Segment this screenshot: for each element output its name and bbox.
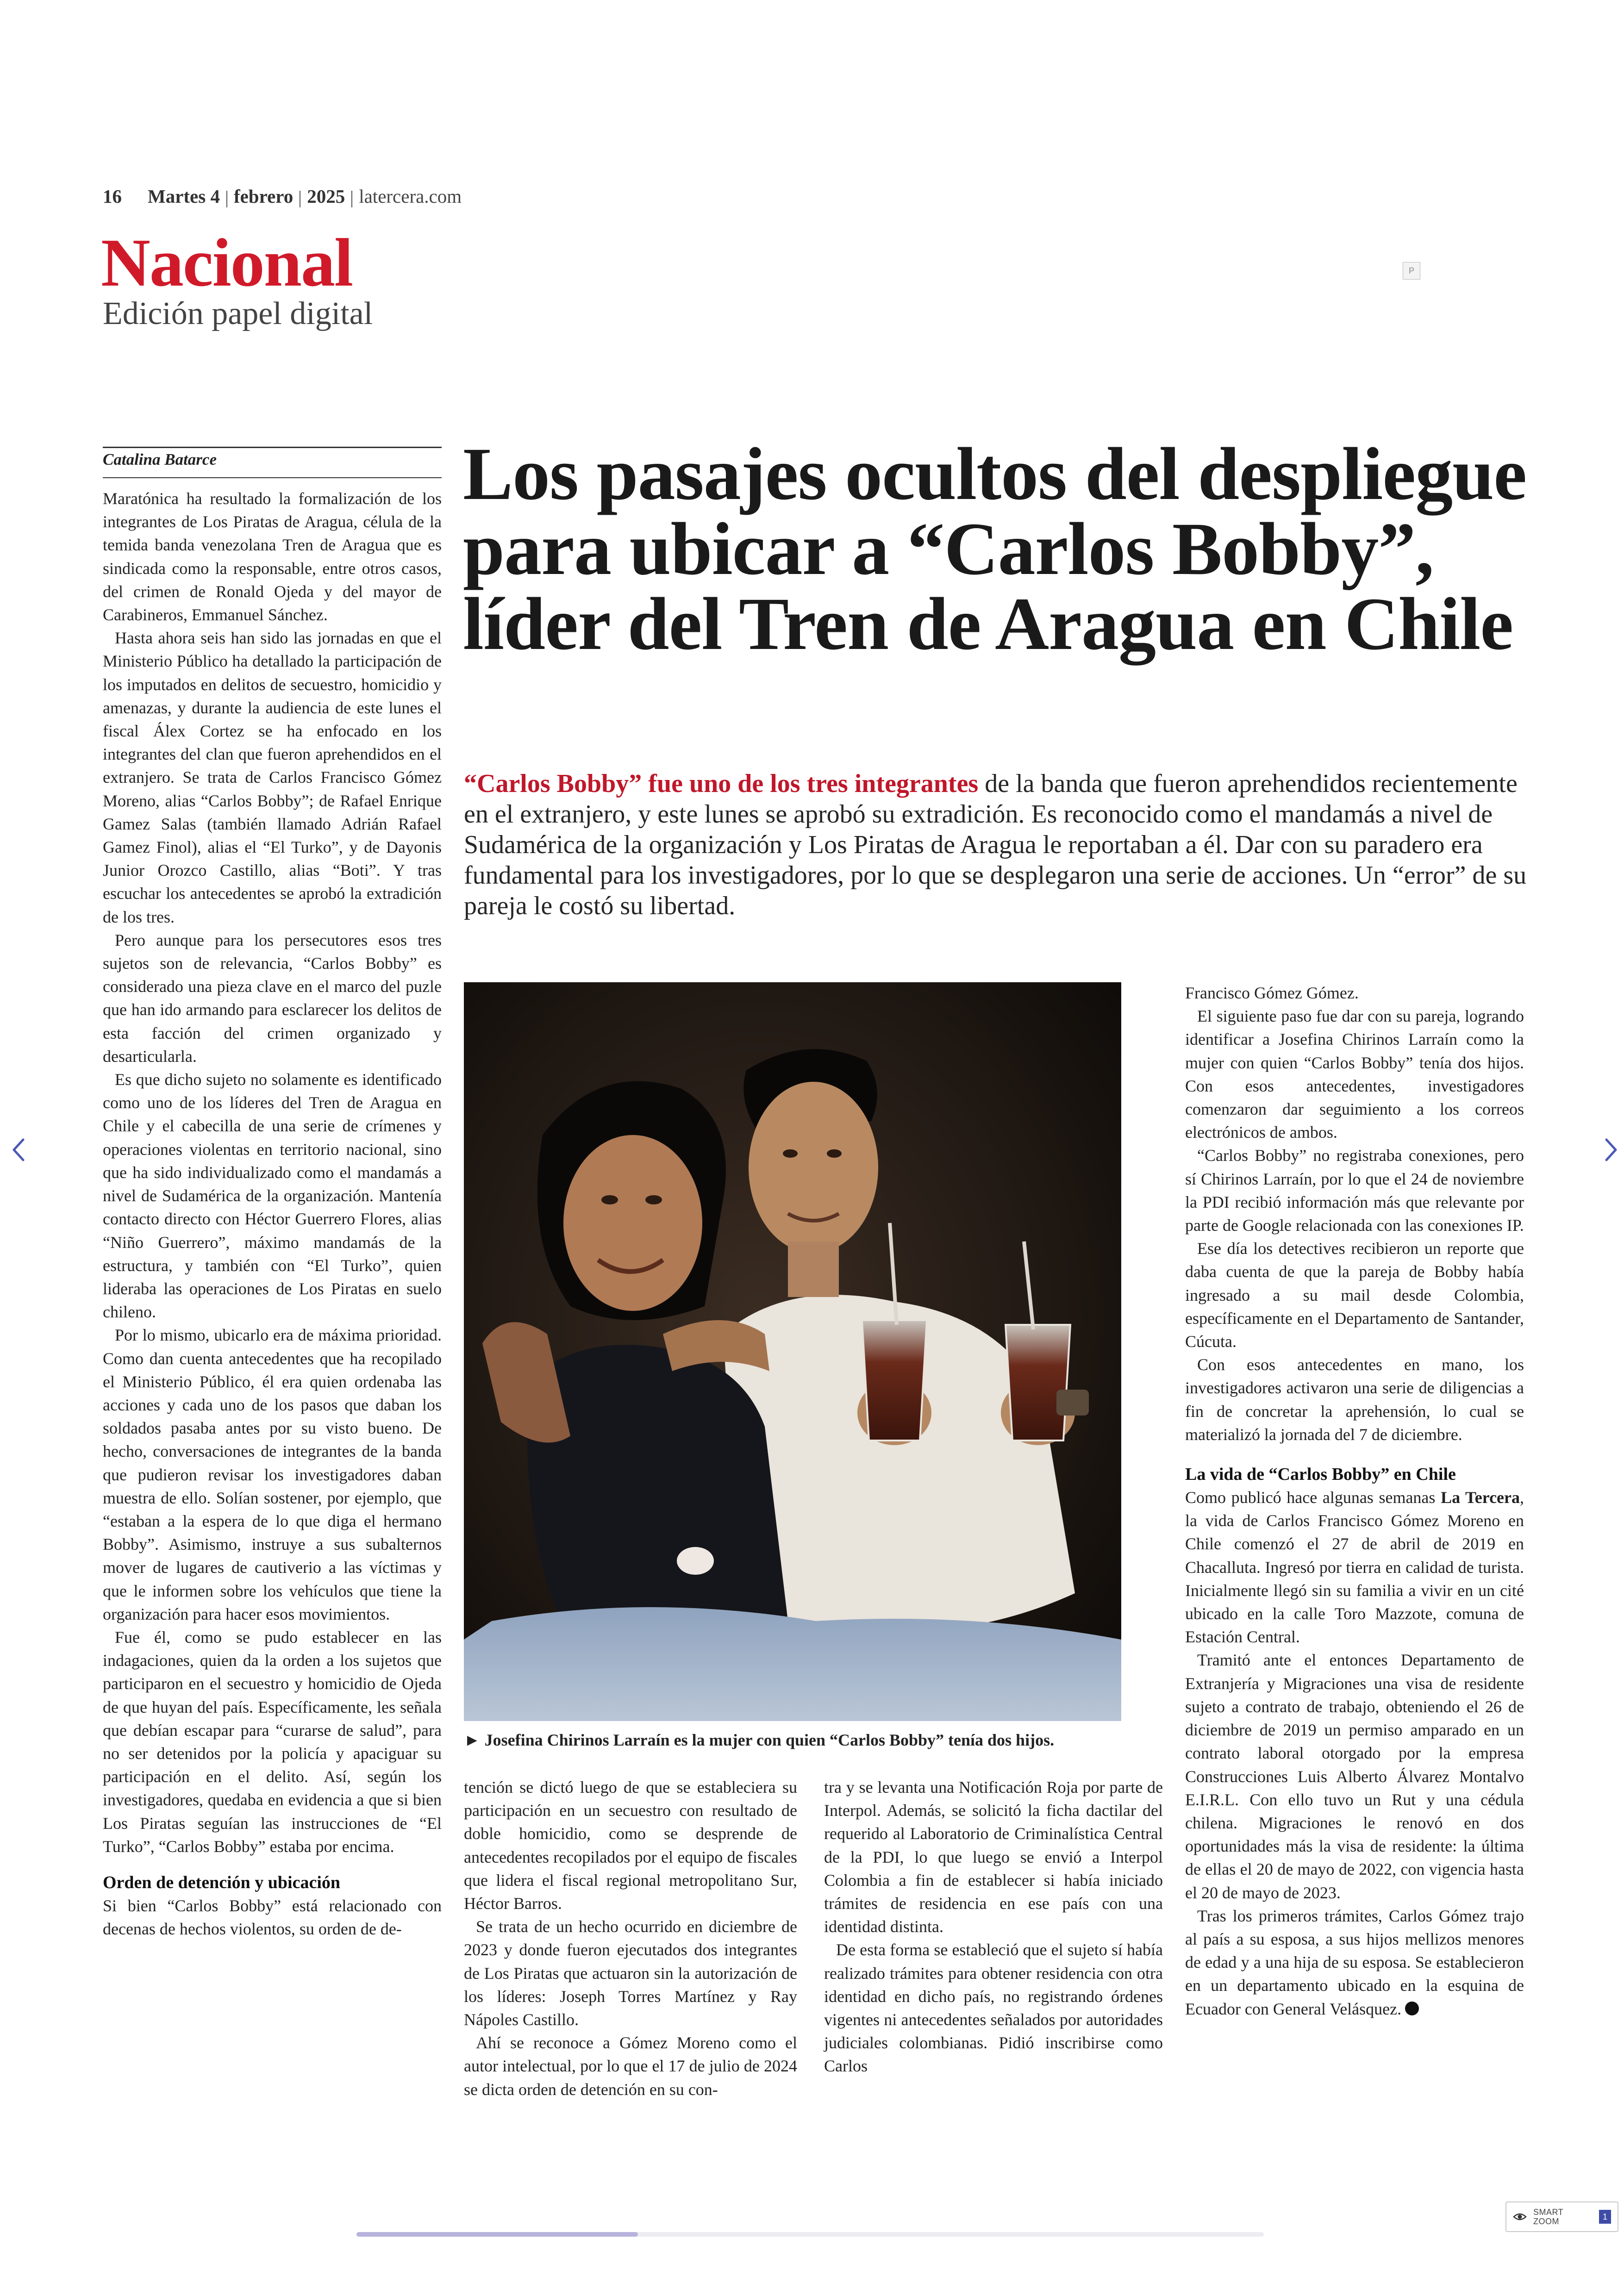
byline: Catalina Batarce [103, 450, 217, 468]
eye-icon [1513, 2212, 1527, 2221]
paragraph: Francisco Gómez Gómez. [1185, 984, 1359, 1002]
ad-marker[interactable]: P [1403, 262, 1420, 280]
prev-page-button[interactable] [5, 1136, 32, 1164]
article-photo [464, 982, 1121, 1721]
chevron-right-icon [1603, 1138, 1619, 1162]
zoom-label-line: SMART [1533, 2208, 1564, 2217]
paragraph: Ese día los detectives recibieron un reporte que daba cuenta de que la pareja de Bobby había ingresado a su mail desde Colombia, específicamente en el Departamento de Santander, Cúcuta. [1185, 1239, 1524, 1351]
paragraph: Tramitó ante el entonces Departamento de Extranjería y Migraciones una visa de residente sujeto a contrato de trabajo, obteniendo el 26 de diciembre de 2019 un permiso amparado en un contrato laboral otorgado por la empresa Construcciones Luis Alberto Álvarez Montalvo E.I.R.L. Con ello tuvo un Rut y una cédula chilena. Migraciones le renovó en dos oportunidades más la visa de residente: la última de ellas el 20 de mayo de 2022, con vigencia hasta el 20 de mayo de 2023. [1185, 1651, 1524, 1902]
publication-name: La Tercera [1441, 1488, 1520, 1507]
paragraph: tención se dictó luego de que se estableciera su participación en un secuestro con resultado de doble homicidio, como se desprende de antecedentes recopilados por el equipo de fiscales que lidera el fiscal regional metropolitano Sur, Héctor Barros. [464, 1778, 797, 1913]
paragraph: “Carlos Bobby” no registraba conexiones, pero sí Chirinos Larraín, por lo que el 24 de noviembre la PDI recibió información más que relevante por parte de Google relacionada con las conexiones IP. [1185, 1146, 1524, 1235]
paragraph: Hasta ahora seis han sido las jornadas en que el Ministerio Público ha detallado la participación de los imputados en delitos de secuestro, homicidio y amenazas, y durante la audiencia de este lunes el fiscal Álex Cortez se ha enfocado en los integrantes del clan que fueron aprehendidos en el extranjero. Se trata de Carlos Francisco Gómez Moreno, alias “Carlos Bobby”; de Rafael Enrique Gamez Salas (también llamado Adrián Rafael Gamez Finol), alias el “El Turko”, y de Dayonis Junior Orozco Castillo, alias “Boti”. Y tras escuchar los antecedentes se aprobó la extradición de los tres. [103, 629, 442, 926]
paragraph: Si bien “Carlos Bobby” está relacionado con decenas de hechos violentos, su orden de de- [103, 1896, 442, 1939]
photo-caption: ► Josefina Chirinos Larraín es la mujer con quien “Carlos Bobby” tenía dos hijos. [464, 1731, 1055, 1749]
zoom-label [1533, 2208, 1563, 2226]
paragraph [1185, 1904, 1524, 2021]
deck-lead: “Carlos Bobby” fue uno de los tres integrantes [464, 769, 979, 798]
paragraph: El siguiente paso fue dar con su pareja, logrando identificar a Josefina Chirinos Larraín como la mujer con quien “Carlos Bobby” tenía dos hijos. Con esos antecedentes, investigadores comenzaron dar seguimiento a los correos electrónicos de ambos. [1185, 1007, 1524, 1142]
text-run: , la vida de Carlos Francisco Gómez Moreno en Chile comenzó el 27 de abril de 2019 en Chacalluta. Ingresó por tierra en calidad de turista. Inicialmente llegó sin su familia a vivir en un cité ubicado en la calle Toro Mazzote, comuna de Estación Central. [1185, 1488, 1524, 1646]
paragraph: Ahí se reconoce a Gómez Moreno como el autor intelectual, por lo que el 17 de julio de 2024 se dicta orden de detención en su con- [464, 2033, 797, 2099]
chevron-left-icon [10, 1138, 27, 1162]
date-day: Martes 4 [148, 186, 220, 207]
subheading: Orden de detención y ubicación [103, 1872, 341, 1892]
paragraph: Maratónica ha resultado la formalización de los integrantes de Los Piratas de Aragua, célula de la temida banda venezolana Tren de Aragua que es sindicada como la responsable, entre otros casos, del crimen de Ronald Ojeda y del mayor de Carabineros, Emmanuel Sánchez. [103, 489, 442, 624]
paragraph: Fue él, como se pudo establecer en las indagaciones, quien da la orden a los sujetos que participaron en el secuestro y homicidio de Ojeda de que huyan del país. Específicamente, les señala que debían escapar para “curarse de salud”, para no ser detenidos por la policía y apaciguar su participación en el delito. Así, según los investigadores, quedaba en evidencia a que si bien Los Piratas seguían las instrucciones de “El Turko”, “Carlos Bobby” estaba por encima. [103, 1628, 442, 1856]
deck-text: de la banda que fueron aprehendidos recientemente en el extranjero, y este lunes se aprobó su extradición. Es reconocido como el mandamás a nivel de Sudamérica de la organización y Los Piratas de Aragua le reportaban a él. Dar con su paradero era fundamental para los investigadores, por lo que se desplegaron una serie de acciones. Un “error” de su pareja le costó su libertad. [464, 769, 1527, 920]
zoom-page-indicator: 1 [1599, 2210, 1611, 2224]
edition-subtitle: Edición papel digital [103, 296, 373, 331]
text-run: Como publicó hace algunas semanas [1185, 1488, 1441, 1507]
next-page-button[interactable] [1597, 1136, 1624, 1164]
paragraph [1185, 1486, 1524, 1648]
smart-zoom-button[interactable] [1505, 2201, 1618, 2232]
paragraph: Se trata de un hecho ocurrido en diciembre de 2023 y donde fueron ejecutados dos integrantes de Los Piratas que actuaron sin la autorización de los líderes: Joseph Torres Martínez y Ray Nápoles Castillo. [464, 1917, 797, 2029]
paragraph: Con esos antecedentes en mano, los investigadores activaron una serie de diligencias a fin de concretar la aprehensión, lo cual se materializó la jornada del 7 de diciembre. [1185, 1355, 1524, 1444]
divider [351, 191, 352, 207]
divider [103, 477, 442, 478]
zoom-label-line: ZOOM [1533, 2217, 1559, 2226]
article-column-4 [1185, 981, 1524, 2021]
photo-illustration [464, 982, 1121, 1721]
article-column-2 [464, 1776, 797, 2101]
article-column-1 [103, 487, 442, 1940]
headline: Los pasajes ocultos del despliegue para ubicar a “Carlos Bobby”, líder del Tren de Aragua en Chile [463, 433, 1527, 666]
scrollbar-thumb[interactable] [356, 2232, 638, 2237]
deck [464, 768, 1529, 921]
site-link[interactable]: latercera.com [359, 186, 462, 207]
text-run: Tras los primeros trámites, Carlos Gómez trajo al país a su esposa, a sus hijos mellizos menores de edad y a una hija de su esposa. Se establecieron en un departamento ubicado en la esquina de Ecuador con General Velásquez. [1185, 1906, 1524, 2018]
paragraph: Es que dicho sujeto no solamente es identificado como uno de los líderes del Tren de Aragua en Chile y el cabecilla de una serie de crímenes y operaciones violentas en territorio nacional, sino que ha sido individualizado como el mandamás a nivel de Sudamérica de la organización. Mantenía contacto directo con Héctor Guerrero Flores, alias “Niño Guerrero”, máximo mandamás de la estructura, y también con “El Turko”, quien lideraba las operaciones de Los Piratas en suelo chileno. [103, 1070, 442, 1322]
date-year: 2025 [307, 186, 345, 207]
page-number: 16 [103, 186, 122, 207]
paragraph: De esta forma se estableció que el sujeto sí había realizado trámites para obtener residencia con otra identidad en dicho país, no registrando órdenes vigentes ni antecedentes señalados por autoridades judiciales colombianas. Pidió inscribirse como Carlos [824, 1940, 1163, 2076]
divider [226, 191, 227, 207]
date-line [103, 185, 462, 213]
paragraph: Pero aunque para los persecutores esos tres sujetos son de relevancia, “Carlos Bobby” es considerado una pieza clave en el marco del puzle que han ido armando para esclarecer los delitos de esta facción del crimen organizado y desarticularla. [103, 930, 442, 1066]
end-mark-icon [1405, 2002, 1419, 2015]
paragraph: tra y se levanta una Notificación Roja por parte de Interpol. Además, se solicitó la ficha dactilar del requerido al Laboratorio de Criminalística Central de la PDI, lo que luego se envió a Interpol Colombia a fin de establecer si había iniciado trámites de residencia en ese país con una identidad distinta. [824, 1778, 1163, 1936]
paragraph: Por lo mismo, ubicarlo era de máxima prioridad. Como dan cuenta antecedentes que ha recopilado el Ministerio Público, él era quien ordenaba las acciones y cada uno de los pasos que daban los soldados pasaba antes por su visto bueno. De hecho, conversaciones de integrantes de la banda que pudieron revisar los investigadores daban muestra de ello. Solían sostener, por ejemplo, que “estaban a la espera de lo que diga el hermano Bobby”. Asimismo, instruye a sus subalternos mover de lugares de cautiverio a las víctimas y que le informen sobre los vehículos que tiene la organización para hacer esos movimientos. [103, 1326, 442, 1623]
subheading: La vida de “Carlos Bobby” en Chile [1185, 1465, 1456, 1484]
article-column-3 [824, 1776, 1163, 2078]
section-title: Nacional [101, 225, 353, 301]
date-month: febrero [233, 186, 294, 207]
divider [103, 447, 442, 448]
page-scrollbar[interactable] [356, 2232, 1264, 2237]
